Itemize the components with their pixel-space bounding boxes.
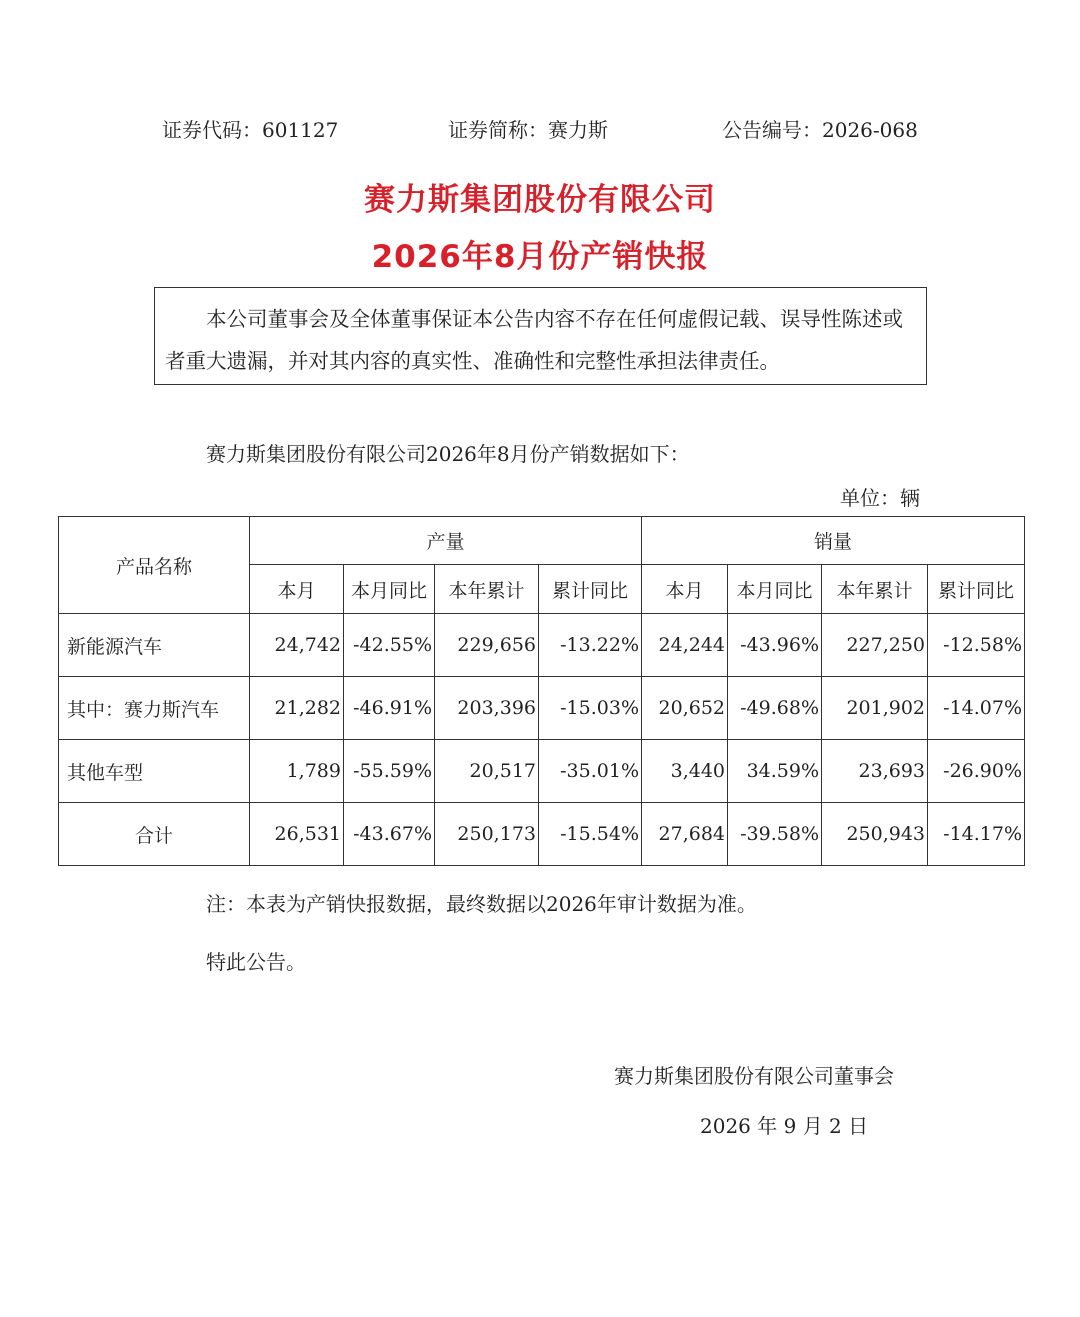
table-cell: 20,517	[435, 740, 539, 803]
table-cell: 21,282	[250, 677, 344, 740]
header-sales: 销量	[642, 517, 1025, 565]
table-cell: 24,244	[642, 614, 728, 677]
subheader-cell: 本月	[642, 565, 728, 614]
notice-number: 公告编号：2026-068	[722, 118, 918, 142]
intro-text: 赛力斯集团股份有限公司2026年8月份产销数据如下：	[206, 442, 690, 466]
table-row	[59, 740, 1025, 803]
table-cell: -55.59%	[344, 740, 435, 803]
header-product-name: 产品名称	[59, 517, 250, 614]
row-product-name: 合计	[59, 803, 250, 866]
table-cell: 201,902	[822, 677, 928, 740]
row-product-name: 其中：赛力斯汽车	[59, 677, 250, 740]
subheader-cell: 本月	[250, 565, 344, 614]
subheader-cell: 本月同比	[728, 565, 822, 614]
table-cell: 34.59%	[728, 740, 822, 803]
table-cell: -49.68%	[728, 677, 822, 740]
stock-code: 证券代码：601127	[162, 118, 339, 142]
table-cell: -15.03%	[539, 677, 642, 740]
table-cell: -39.58%	[728, 803, 822, 866]
table-cell: 20,652	[642, 677, 728, 740]
table-cell: -43.67%	[344, 803, 435, 866]
table-row-total	[59, 803, 1025, 866]
table-cell: 203,396	[435, 677, 539, 740]
company-title: 赛力斯集团股份有限公司	[364, 182, 716, 218]
table-cell: -46.91%	[344, 677, 435, 740]
announcement-header	[0, 112, 1080, 144]
table-cell: -42.55%	[344, 614, 435, 677]
unit-label: 单位：辆	[840, 486, 920, 510]
table-cell: -43.96%	[728, 614, 822, 677]
table-cell: 229,656	[435, 614, 539, 677]
table-cell: 24,742	[250, 614, 344, 677]
table-cell: -14.17%	[928, 803, 1025, 866]
table-cell: -15.54%	[539, 803, 642, 866]
report-title: 2026年8月份产销快报	[371, 239, 709, 275]
board-statement-text: 本公司董事会及全体董事保证本公告内容不存在任何虚假记载、误导性陈述或者重大遗漏，并对其内容的真实性、准确性和完整性承担法律责任。	[165, 307, 903, 373]
table-cell: 227,250	[822, 614, 928, 677]
table-cell: -13.22%	[539, 614, 642, 677]
table-cell: 3,440	[642, 740, 728, 803]
signer: 赛力斯集团股份有限公司董事会	[614, 1064, 894, 1088]
table-cell: -35.01%	[539, 740, 642, 803]
subheader-cell: 本年累计	[822, 565, 928, 614]
table-cell: 26,531	[250, 803, 344, 866]
stock-short-name: 证券简称：赛力斯	[448, 118, 608, 142]
table-cell: -14.07%	[928, 677, 1025, 740]
table-cell: 23,693	[822, 740, 928, 803]
row-product-name: 其他车型	[59, 740, 250, 803]
board-statement-box	[154, 287, 927, 385]
table-cell: 250,173	[435, 803, 539, 866]
table-cell: -12.58%	[928, 614, 1025, 677]
subheader-cell: 本年累计	[435, 565, 539, 614]
table-cell: 250,943	[822, 803, 928, 866]
table-cell: 27,684	[642, 803, 728, 866]
table-row	[59, 614, 1025, 677]
subheader-cell: 累计同比	[539, 565, 642, 614]
subheader-cell: 本月同比	[344, 565, 435, 614]
announcement-date: 2026 年 9 月 2 日	[700, 1114, 869, 1138]
row-product-name: 新能源汽车	[59, 614, 250, 677]
production-sales-table	[58, 516, 1025, 866]
header-production: 产量	[250, 517, 642, 565]
table-cell: 1,789	[250, 740, 344, 803]
table-row	[59, 677, 1025, 740]
closing-remark: 特此公告。	[206, 950, 306, 974]
subheader-cell: 累计同比	[928, 565, 1025, 614]
table-footnote: 注：本表为产销快报数据，最终数据以2026年审计数据为准。	[206, 892, 757, 916]
table-cell: -26.90%	[928, 740, 1025, 803]
table-group-header-row	[59, 517, 1025, 565]
